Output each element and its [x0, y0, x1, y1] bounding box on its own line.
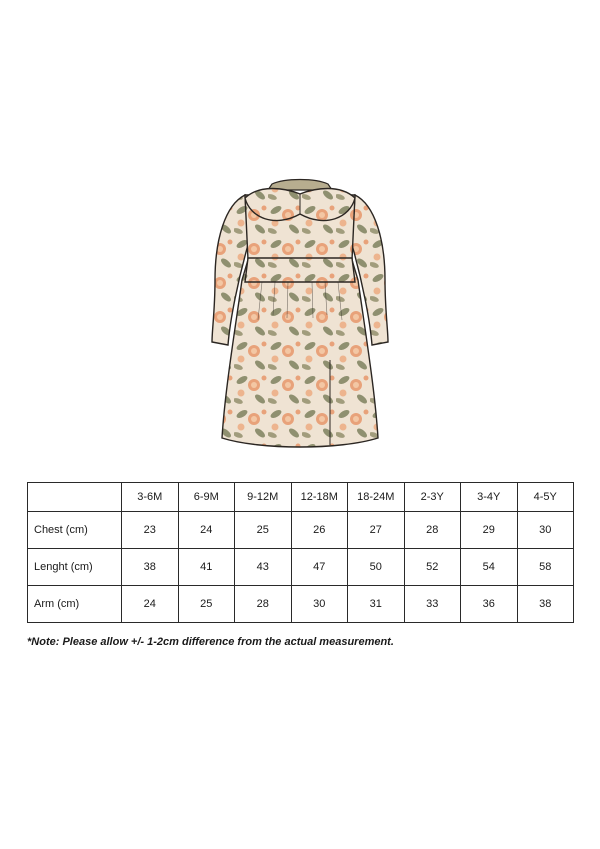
measurement-cell: 23: [122, 512, 179, 549]
measurement-cell: 25: [235, 512, 292, 549]
measurement-cell: 24: [178, 512, 235, 549]
header-empty-cell: [28, 483, 122, 512]
measurement-cell: 24: [122, 586, 179, 623]
measurement-cell: 50: [348, 549, 405, 586]
measurement-cell: 43: [235, 549, 292, 586]
measurement-cell: 31: [348, 586, 405, 623]
measurement-cell: 25: [178, 586, 235, 623]
measurement-cell: 47: [291, 549, 348, 586]
size-chart-table: [27, 482, 574, 623]
size-col-header: 2-3Y: [404, 483, 461, 512]
measurement-note: *Note: Please allow +/- 1-2cm difference from the actual measurement.: [27, 636, 394, 648]
floral-dress-illustration: [200, 170, 400, 460]
row-label: Arm (cm): [28, 586, 122, 623]
table-row: [28, 512, 574, 549]
measurement-cell: 28: [404, 512, 461, 549]
measurement-cell: 54: [461, 549, 518, 586]
measurement-cell: 27: [348, 512, 405, 549]
measurement-cell: 36: [461, 586, 518, 623]
table-row: [28, 586, 574, 623]
measurement-cell: 58: [517, 549, 574, 586]
size-col-header: 12-18M: [291, 483, 348, 512]
size-col-header: 18-24M: [348, 483, 405, 512]
row-label: Chest (cm): [28, 512, 122, 549]
measurement-cell: 29: [461, 512, 518, 549]
measurement-cell: 41: [178, 549, 235, 586]
row-label: Lenght (cm): [28, 549, 122, 586]
measurement-cell: 30: [517, 512, 574, 549]
measurement-cell: 30: [291, 586, 348, 623]
measurement-cell: 52: [404, 549, 461, 586]
size-col-header: 9-12M: [235, 483, 292, 512]
measurement-cell: 26: [291, 512, 348, 549]
measurement-cell: 38: [517, 586, 574, 623]
table-row: [28, 549, 574, 586]
size-col-header: 3-4Y: [461, 483, 518, 512]
size-col-header: 3-6M: [122, 483, 179, 512]
size-col-header: 4-5Y: [517, 483, 574, 512]
measurement-cell: 28: [235, 586, 292, 623]
measurement-cell: 33: [404, 586, 461, 623]
size-header-row: [28, 483, 574, 512]
measurement-cell: 38: [122, 549, 179, 586]
size-col-header: 6-9M: [178, 483, 235, 512]
